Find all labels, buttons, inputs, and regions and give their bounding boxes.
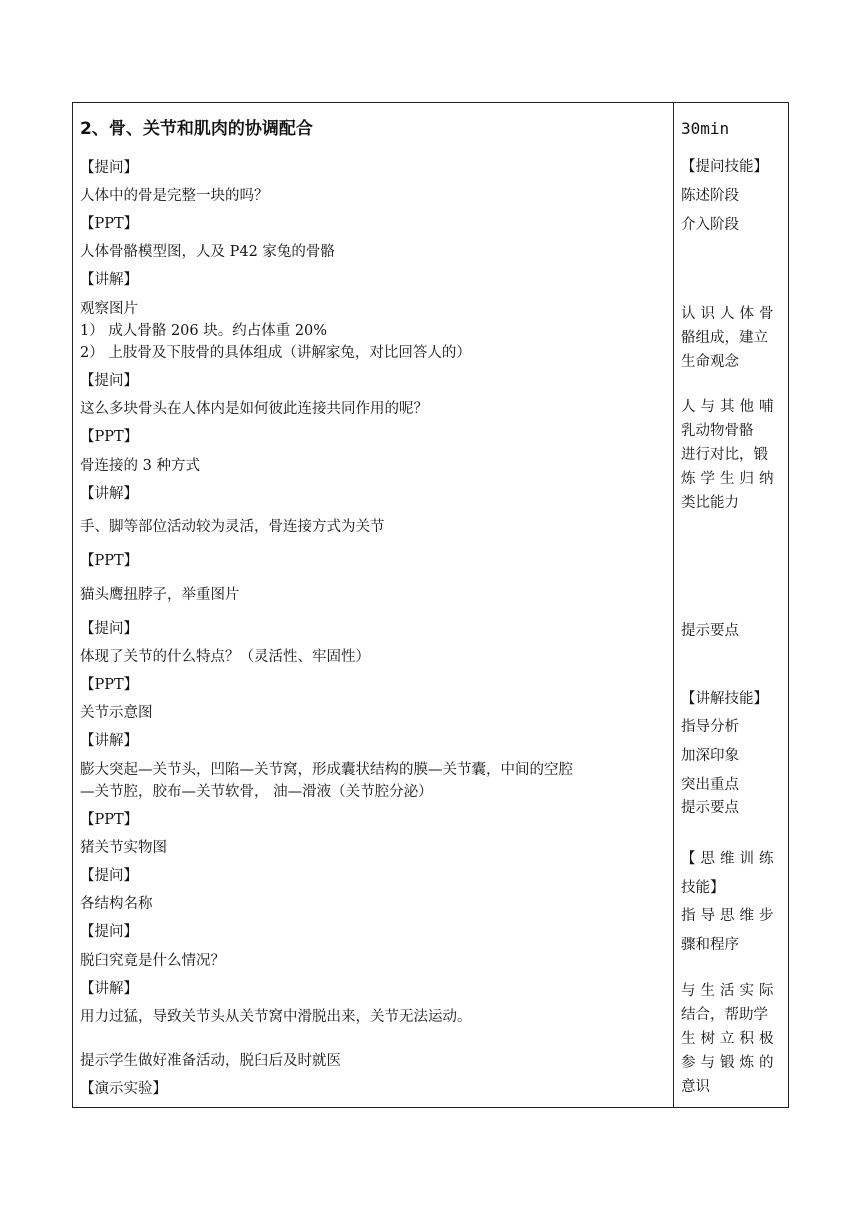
right-line: 指导思维步 [681, 908, 779, 924]
left-line: —关节腔，胶布—关节软骨， 油—滑液（关节腔分泌） [80, 784, 433, 800]
left-line: 【PPT】 [80, 553, 139, 569]
left-line: 膨大突起—关节头，凹陷—关节窝，形成囊状结构的膜—关节囊，中间的空腔 [80, 762, 573, 778]
left-line: 猫头鹰扭脖子，举重图片 [80, 587, 240, 603]
right-line: 骤和程序 [681, 937, 739, 953]
right-line: 技能】 [681, 880, 725, 896]
left-line: 脱臼究竟是什么情况？ [80, 953, 225, 969]
right-line: 类比能力 [681, 495, 739, 511]
left-line: 【提问】 [80, 868, 138, 884]
right-line: 生树立积极 [681, 1031, 779, 1047]
section-title: 2、骨、关节和肌肉的协调配合 [80, 119, 313, 139]
left-line: 【提问】 [80, 621, 138, 637]
left-line: 【PPT】 [80, 812, 139, 828]
left-line: 【PPT】 [80, 429, 139, 445]
left-line: 【提问】 [80, 924, 138, 940]
left-line: 【PPT】 [80, 216, 139, 232]
right-line: 认识人体骨 [681, 306, 779, 322]
left-line: 【讲解】 [80, 981, 138, 997]
lesson-plan-table [72, 102, 789, 1108]
left-line: 关节示意图 [80, 705, 153, 721]
right-line: 骼组成，建立 [681, 330, 768, 346]
left-line: 【讲解】 [80, 733, 138, 749]
right-line: 【思维训练 [681, 851, 779, 867]
right-line: 加深印象 [681, 748, 739, 764]
right-line: 指导分析 [681, 719, 739, 735]
right-line: 乳动物骨骼 [681, 423, 754, 439]
left-line: 2） 上肢骨及下肢骨的具体组成（讲解家兔，对比回答人的） [80, 345, 471, 361]
right-line: 陈述阶段 [681, 188, 739, 204]
right-line: 炼学生归纳 [681, 471, 779, 487]
right-line: 提示要点 [681, 800, 739, 816]
right-line: 人与其他哺 [681, 399, 779, 415]
left-line: 手、脚等部位活动较为灵活，骨连接方式为关节 [80, 519, 385, 535]
right-line: 参与锻炼的 [681, 1055, 779, 1071]
left-line: 骨连接的 3 种方式 [80, 458, 200, 474]
left-line: 猪关节实物图 [80, 840, 167, 856]
left-line: 【提问】 [80, 373, 138, 389]
column-divider [673, 103, 674, 1107]
left-line: 观察图片 [80, 301, 138, 317]
left-line: 【讲解】 [80, 272, 138, 288]
right-line: 介入阶段 [681, 217, 739, 233]
left-line: 各结构名称 [80, 896, 153, 912]
left-line: 【提问】 [80, 160, 138, 176]
left-line: 人体骨骼模型图，人及 P42 家兔的骨骼 [80, 244, 335, 260]
right-line: 生命观念 [681, 354, 739, 370]
right-line: 提示要点 [681, 623, 739, 639]
right-line: 进行对比，锻 [681, 447, 768, 463]
right-line: 【讲解技能】 [681, 691, 768, 707]
right-line: 突出重点 [681, 777, 739, 793]
left-line: 体现了关节的什么特点？（灵活性、牢固性） [80, 649, 370, 665]
left-line: 提示学生做好准备活动，脱臼后及时就医 [80, 1053, 341, 1069]
right-line: 与生活实际 [681, 983, 779, 999]
right-line: 结合，帮助学 [681, 1007, 768, 1023]
right-line: 意识 [681, 1079, 710, 1095]
left-line: 用力过猛，导致关节头从关节窝中滑脱出来，关节无法运动。 [80, 1009, 472, 1025]
left-line: 人体中的骨是完整一块的吗？ [80, 188, 269, 204]
left-line: 这么多块骨头在人体内是如何彼此连接共同作用的呢？ [80, 401, 428, 417]
right-line: 【提问技能】 [681, 159, 768, 175]
left-line: 【讲解】 [80, 486, 138, 502]
left-line: 1） 成人骨骼 206 块。约占体重 20% [80, 323, 328, 339]
section-time: 30min [681, 119, 730, 138]
left-line: 【PPT】 [80, 677, 139, 693]
left-line: 【演示实验】 [80, 1081, 167, 1097]
